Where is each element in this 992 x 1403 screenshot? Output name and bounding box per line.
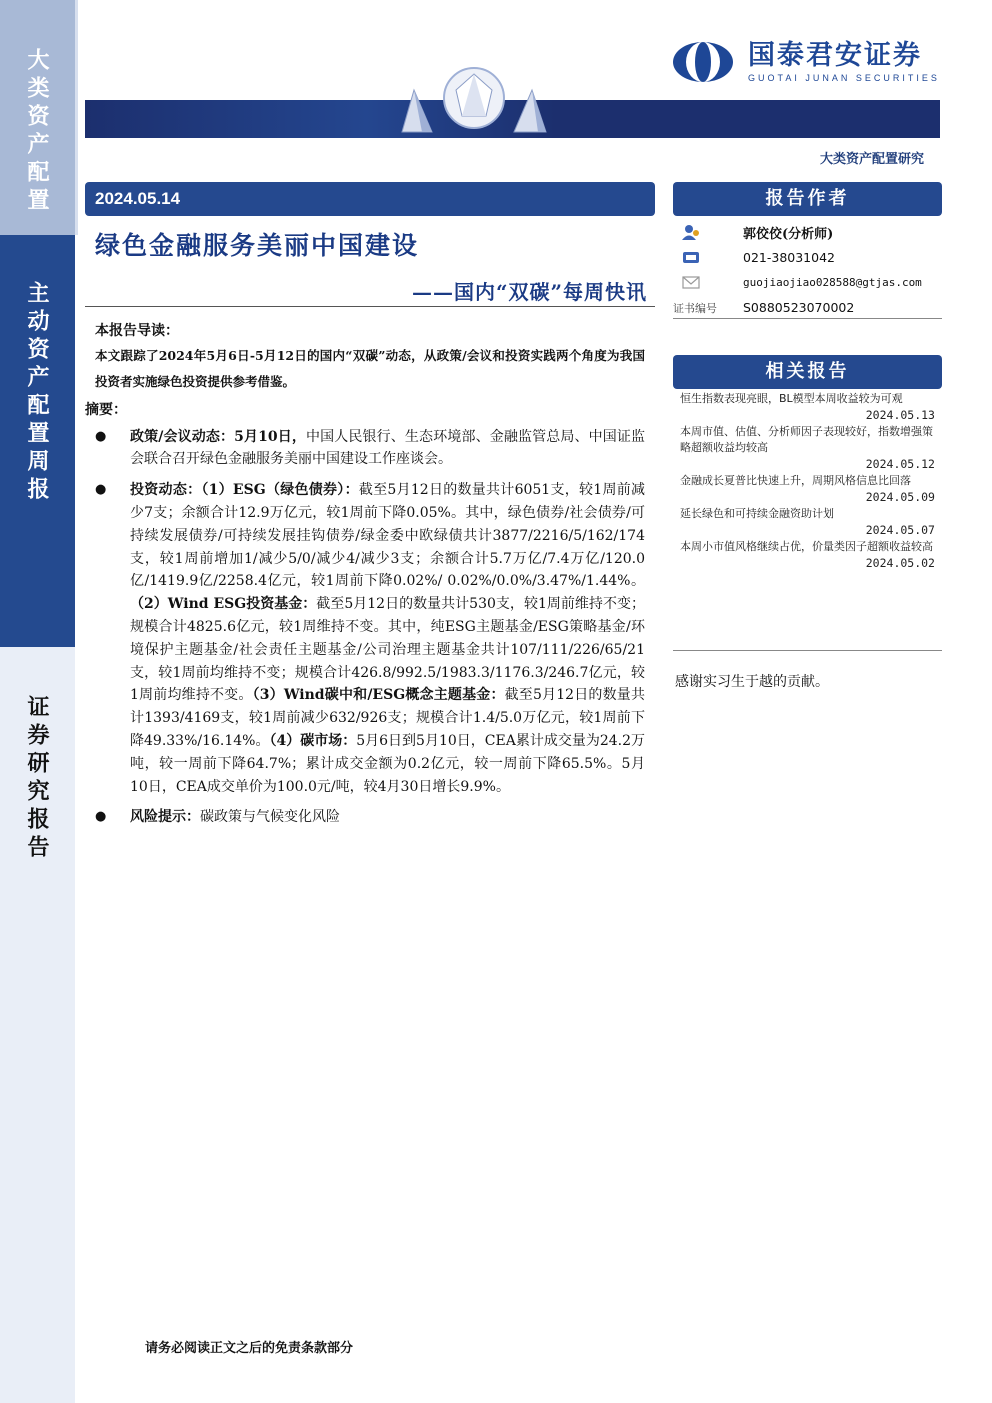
- related-report-item[interactable]: 本周小市值风格继续占优，价量类因子超额收益较高 2024.05.02: [680, 540, 935, 570]
- author-name: 郭佼佼(分析师): [743, 227, 834, 242]
- logo-chinese-text: 国泰君安证券: [748, 40, 922, 71]
- sidebar-category: 大类资产配置: [0, 0, 78, 235]
- author-email[interactable]: guojiaojiao028588@gtjas.com: [743, 276, 922, 289]
- lead-text: 本文跟踪了2024年5月6日-5月12日的国内“双碳”动态，从政策/会议和投资实践两个角度为我国投资者实施绿色投资提供参考借鉴。: [95, 347, 645, 389]
- company-logo: [672, 40, 940, 84]
- report-date: 2024.05.14: [95, 189, 181, 208]
- disclaimer-footer: 请务必阅读正文之后的免责条款部分: [145, 1341, 354, 1356]
- sidebar-report-type: 主动资产配置周报: [0, 235, 75, 647]
- abstract-heading: 摘要：: [85, 401, 127, 418]
- related-divider: [673, 650, 942, 651]
- acknowledgement: 感谢实习生于越的贡献。: [675, 674, 829, 690]
- lead-heading: 本报告导读：: [95, 323, 179, 339]
- person-icon: [681, 224, 701, 240]
- author-heading: 报告作者: [673, 182, 942, 216]
- email-icon: [681, 274, 701, 290]
- author-card: [673, 220, 942, 320]
- author-phone: 021-38031042: [743, 250, 835, 265]
- cert-number: S0880523070002: [743, 300, 855, 315]
- series-label: 大类资产配置研究: [820, 152, 925, 167]
- date-bar: [85, 182, 655, 216]
- related-report-item[interactable]: 金融成长夏普比快速上升，周期风格信息比回落 2024.05.09: [680, 474, 935, 504]
- report-subtitle: ——国内“双碳”每周快讯: [411, 280, 647, 304]
- bullet-risk: ● 风险提示：碳政策与气候变化风险: [95, 806, 645, 829]
- sidebar-doc-class: 证券研究报告: [0, 647, 75, 1403]
- diamond-decoration-icon: [392, 60, 552, 140]
- author-email-row: [673, 270, 942, 295]
- related-report-item[interactable]: 恒生指数表现亮眼，BL模型本周收益较为可观 2024.05.13: [680, 392, 935, 422]
- author-name-row: [673, 220, 942, 245]
- left-sidebar: [0, 0, 75, 1403]
- author-divider: [673, 318, 942, 319]
- cert-label: 证书编号: [673, 301, 717, 315]
- related-reports-list: [680, 391, 935, 572]
- author-phone-row: [673, 245, 942, 270]
- author-cert-row: [673, 295, 942, 320]
- main-content: [85, 320, 646, 829]
- related-heading: 相关报告: [673, 355, 942, 389]
- phone-icon: [681, 249, 701, 265]
- logo-english-text: GUOTAI JUNAN SECURITIES: [748, 73, 940, 83]
- report-title: 绿色金融服务美丽中国建设: [95, 231, 420, 260]
- related-report-item[interactable]: 本周市值、估值、分析师因子表现较好，指数增强策略超额收益均较高 2024.05.12: [680, 425, 935, 471]
- bullet-policy: ● 政策/会议动态：5月10日，中国人民银行、生态环境部、金融监管总局、中国证监会联合召开绿色金融服务美丽中国建设工作座谈会。: [95, 426, 645, 472]
- logo-mark-icon: [672, 40, 734, 84]
- title-divider: [85, 306, 655, 307]
- bullet-investment: ● 投资动态：（1）ESG（绿色债券）：截至5月12日的数量共计6051支，较1周前减少7支；余额合计12.9万亿元，较1周前下降0.05%。其中，绿色债券/社会债券/可持续发展债券/可持续发展挂钩债券/绿金委中欧绿债共计3877/2216/5/162/174支，较1周前增加1/减少5/0/减少4/减少3支；余额合计5.7万亿/7.4万亿/120.0亿/1419.9亿/2258.4亿元，较1周前下降0.02%/ 0.02%/0.0%/3.47%/1.44%。 （2）Wind ESG投资基金：截至5月12日的数量共计530支，较1周前维持不变；规模合计4825.6亿元，较1周维持不变。其中，纯ESG主题基金/ESG策略基金/环境保护主题基金/社会责任主题基金/公司治理主题基金共计107/111/226/65/21支，较1周前均维持不变；规模合计426.8/992.5/1983.3/1176.3/246.7亿元，较1周前均维持不变。（3）Wind碳中和/ESG概念主题基金：截至5月12日的数量共计1393/4169支，较1周前减少632/926支；规模合计1.4/5.0万亿元，较1周前下降49.33%/16.14%。（4）碳市场：5月6日到5月10日，CEA累计成交量为24.2万吨，较一周前下降64.7%；累计成交金额为0.2亿元，较一周前下降65.5%。5月10日，CEA成交单价为100.0元/吨，较4月30日增长9.9%。: [95, 479, 645, 798]
- related-report-item[interactable]: 延长绿色和可持续金融资助计划 2024.05.07: [680, 507, 935, 537]
